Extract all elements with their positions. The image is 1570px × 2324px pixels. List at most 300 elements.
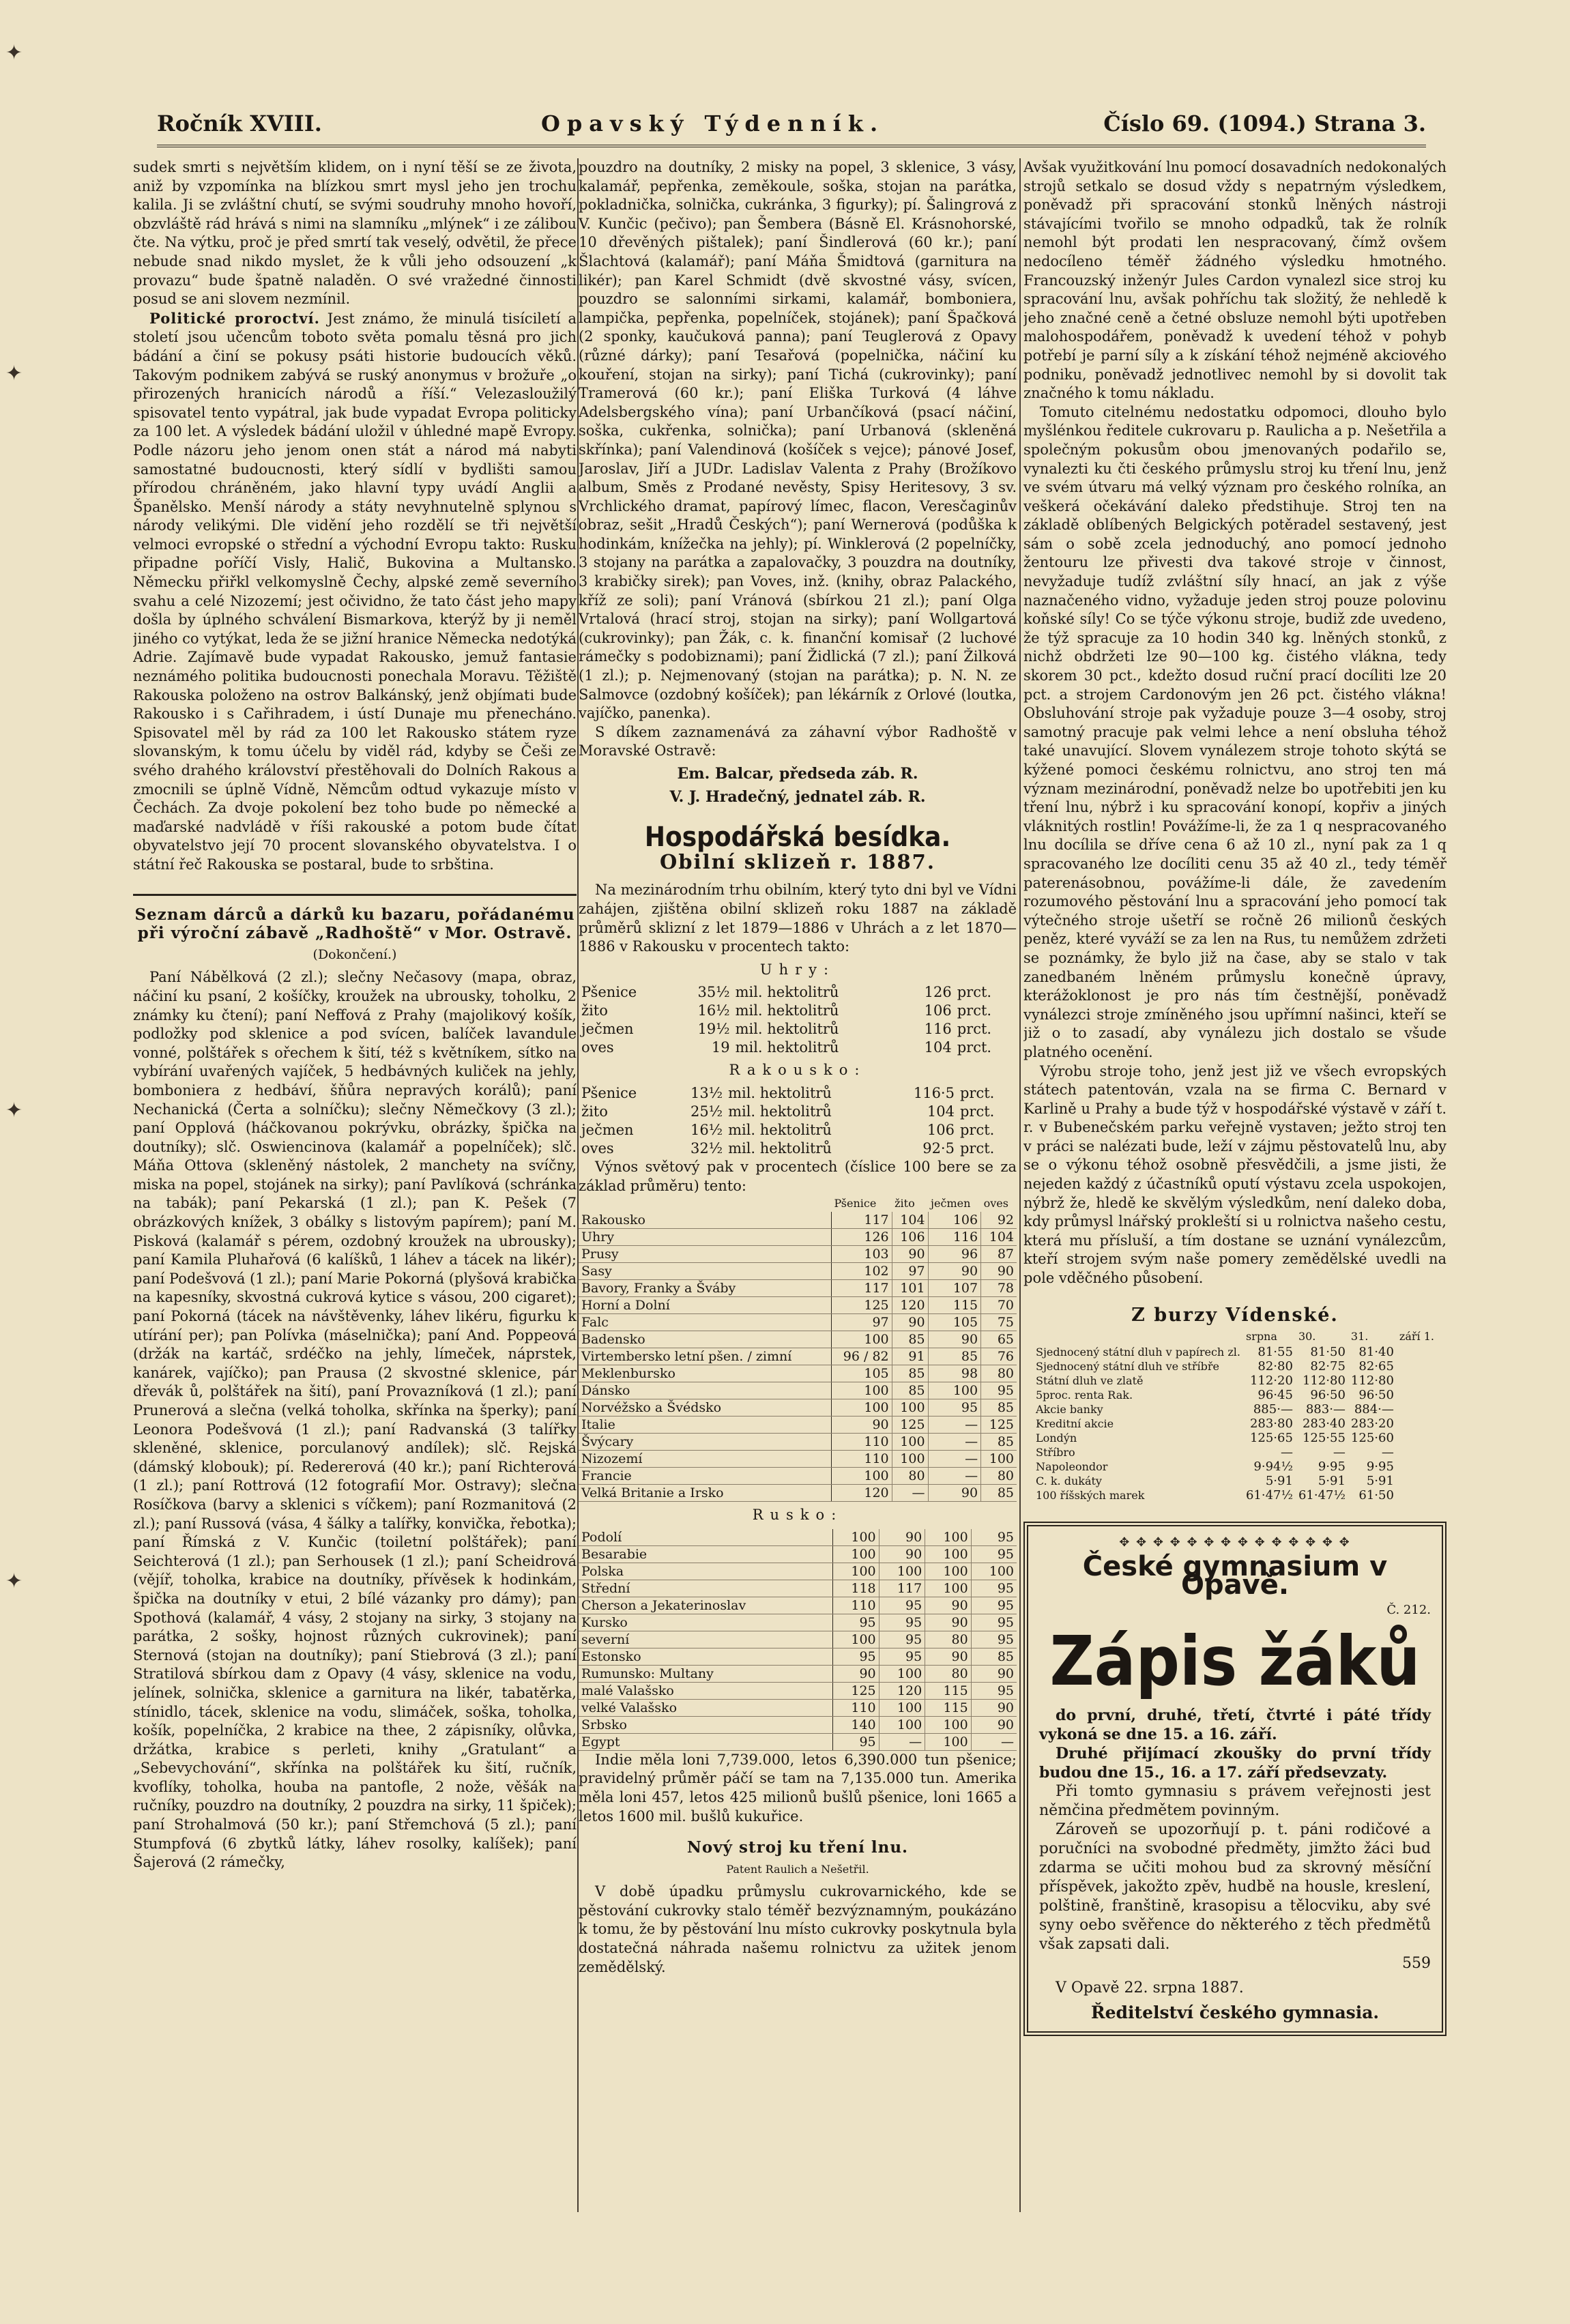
table-row [1033, 1402, 1437, 1417]
row-label: Prusy [579, 1246, 831, 1263]
table-cell: 97 [831, 1314, 892, 1331]
table-row [1033, 1388, 1437, 1402]
thanks-note: S díkem zaznamenává za záhavní výbor Radhoště v Moravské Ostravě: [579, 723, 1017, 759]
table-cell: 100 [925, 1545, 972, 1563]
harvest-table-hungary [579, 983, 1017, 1057]
percent: 106 [924, 1002, 952, 1019]
table-row [579, 1139, 1017, 1158]
row-label: Rakousko [579, 1212, 831, 1229]
table-cell: 105 [928, 1314, 981, 1331]
table-cell: 107 [928, 1280, 981, 1297]
crop-name: žito [581, 1103, 608, 1120]
table-cell: 283·20 [1350, 1417, 1394, 1432]
table-cell: 95 [879, 1648, 925, 1665]
table-row [579, 1545, 1017, 1563]
table-row [1033, 1459, 1437, 1474]
table-cell: 5·91 [1265, 1474, 1293, 1489]
table-cell: 104 [892, 1212, 928, 1229]
table-row [579, 1365, 1017, 1382]
table-cell: 90 [925, 1648, 972, 1665]
ad-signature: Ředitelství českého gymnasia. [1090, 2002, 1380, 2022]
table-cell: 100 [925, 1529, 972, 1546]
table-cell: 125·60 [1350, 1431, 1394, 1446]
table-cell: 90 [879, 1545, 925, 1563]
table-row [579, 1229, 1017, 1246]
table-cell: 81·50 [1310, 1345, 1346, 1360]
flax-machine-paragraph-3: Výrobu stroje toho, jenž jest již ve všech evropských státech patentován, vzala na se firma C. Bernard v Karlině u Prahy a bude týž v hospodářské výstavě v září t. r. v Bubenečském parku veřejně vystaven; ježto stroj ten v práci se nalézati bude, leží v zájmu pěstovatelů lnu, aby se o výkonu téhož osobně přesvědčili, a jsme jisti, že nejeden každý z účastníků oputí výstavu zcela uspokojen, nýbrž že, hledě ke skvělým výsledkům, není daleko doba, kdy průmysl lnářský prokleští si u rolnictva našeho cestu, která mu přísluší, a tím dostane se uznání vynálezcům, kteří strojem svým naše pomery zemědělské uvedli na pole vděčného působení. [1023, 1062, 1447, 1287]
article-title-flax-machine: Nový stroj ku tření lnu. [686, 1838, 909, 1857]
table-cell: 91 [892, 1348, 928, 1365]
table-cell: 104 [981, 1229, 1017, 1246]
ad-optional-subjects: Zároveň se upozorňují p. t. páni rodičové a poručníci na svobodné předměty, jimžto žáci bud zdarma se učiti mohou bud za skrovný měsíční příspěvek, jakožto zpěv, hudbě na housle, kreslení, polštině, franštině, krasopisu a tělocviku, aby své syny oebo svěřence do některého z těch předmětů však zapsati dali. [1039, 1820, 1431, 1953]
unit: mil. hektolitrů [735, 984, 839, 1001]
row-label: velké Valašsko [579, 1699, 833, 1716]
table-cell: 110 [833, 1699, 880, 1716]
issue-page-label: Číslo 69. (1094.) Strana 3. [1103, 111, 1426, 136]
table-cell: 100 [925, 1733, 972, 1750]
table-cell: 85 [892, 1331, 928, 1348]
row-label: Polska [579, 1563, 833, 1580]
ad-german-note: Při tomto gymnasiu s právem veřejnosti jest němčina předmětem povinným. [1039, 1782, 1431, 1819]
table-row [579, 1451, 1017, 1468]
table-cell: 125 [981, 1417, 1017, 1434]
column-header: žito [895, 1197, 915, 1210]
ornament-border: ✥ ✥ ✥ ✥ ✥ ✥ ✥ ✥ ✥ ✥ ✥ ✥ ✥ ✥ [1119, 1535, 1351, 1550]
table-cell: 125·55 [1302, 1431, 1346, 1446]
table-cell: 90 [892, 1246, 928, 1263]
table-cell: 100 [925, 1580, 972, 1597]
table-cell: 140 [833, 1716, 880, 1733]
ad-exams: Druhé přijímací zkoušky do první třídy budou dne 15., 16. a 17. září předsevzaty. [1039, 1744, 1431, 1782]
row-label: Státní dluh ve zlatě [1035, 1374, 1144, 1388]
row-label: Francie [579, 1468, 831, 1485]
table-row [579, 1529, 1017, 1546]
table-cell: 87 [981, 1246, 1017, 1263]
table-heading-hungary: Uhry: [759, 961, 836, 978]
table-cell: 90 [892, 1314, 928, 1331]
column-2 [579, 158, 1017, 2212]
table-cell: 98 [928, 1365, 981, 1382]
row-label: Srbsko [579, 1716, 833, 1733]
world-yield-intro: Výnos světový pak v procentech (číslice 100 bere se za základ průměru) tento: [579, 1158, 1017, 1194]
table-cell: 102 [831, 1263, 892, 1280]
table-cell: 125 [892, 1417, 928, 1434]
table-row [579, 1297, 1017, 1314]
table-cell: 112·80 [1350, 1374, 1394, 1389]
donors-list-subtitle: (Dokončení.) [312, 946, 397, 962]
section-title-agriculture: Hospodářská besídka. [644, 822, 951, 854]
table-row [579, 1314, 1017, 1331]
row-label: Podolí [579, 1529, 833, 1546]
row-label: Virtembersko letní pšen. / zimní [579, 1348, 831, 1365]
article-continuation: sudek smrti s největším klidem, on i nyní těší se ze života, aniž by vzpomínka na blízkou smrt mysl jeho jen trochu kalila. Ji se zvláštní chutí, se svými soudruhy mnoho hovoří, obzvláště rád hrává s nimi na slamníku „mlýnek“ i ze zálibou čte. Na výtku, proč je před smrtí tak veselý, odvětil, že přece nebude snad nikdo myslet, že k vůli jeho odsouzení „k provazu“ bude špatně naladěn. O své vražedné činnosti posud se ani slovem nezmínil. [133, 159, 577, 308]
table-cell: 125 [831, 1297, 892, 1314]
column-header: srpna [1245, 1330, 1277, 1343]
table-cell: 5·91 [1366, 1474, 1394, 1489]
row-label: Londýn [1035, 1432, 1077, 1445]
signature-chairman: Em. Balcar, předseda záb. R. [677, 765, 918, 783]
row-label: Velká Britanie a Irsko [579, 1485, 831, 1502]
table-cell: 100 [879, 1665, 925, 1682]
table-cell: — [928, 1451, 981, 1468]
table-cell: 120 [892, 1297, 928, 1314]
table-row [579, 1563, 1017, 1580]
table-cell: 100 [925, 1716, 972, 1733]
table-cell: 70 [981, 1297, 1017, 1314]
row-label: Horní a Dolní [579, 1297, 831, 1314]
table-cell: 115 [925, 1682, 972, 1699]
table-cell: 95 [971, 1580, 1017, 1597]
table-cell: 97 [892, 1263, 928, 1280]
table-cell: 117 [831, 1280, 892, 1297]
volume-label: Ročník XVIII. [157, 111, 322, 136]
quantity: 19½ [697, 1021, 730, 1038]
table-cell: 80 [925, 1631, 972, 1648]
table-cell: 90 [971, 1699, 1017, 1716]
column-1 [133, 158, 577, 2212]
row-label: Stříbro [1035, 1446, 1075, 1459]
article-heading: Politické proroctví. [149, 309, 320, 327]
table-cell: 90 [928, 1331, 981, 1348]
article-title-harvest: Obilní sklizeň r. 1887. [660, 849, 935, 873]
table-row [1033, 1445, 1437, 1459]
table-cell: 85 [928, 1348, 981, 1365]
stock-exchange-table [1033, 1328, 1437, 1502]
harvest-table-austria [579, 1084, 1017, 1158]
table-cell: 100 [892, 1451, 928, 1468]
ad-headline: Zápis žáků [1049, 1621, 1421, 1701]
ad-ref-number: 559 [1402, 1954, 1431, 1972]
table-cell: 117 [831, 1212, 892, 1229]
article-subtitle-patent: Patent Raulich a Nešetřil. [726, 1862, 869, 1876]
table-cell: 78 [981, 1280, 1017, 1297]
percent-unit: prct. [959, 1121, 995, 1138]
table-row [579, 1648, 1017, 1665]
row-label: Kursko [579, 1614, 833, 1631]
gymnasium-advertisement [1023, 1522, 1447, 2036]
donors-list-body: Paní Nábělková (2 zl.); slečny Nečasovy (mapa, obraz, náčiní ku psaní, 2 košíčky, kroužek na ubrousky, toholku, 2 známky ku čtení); paní Neffová z Prahy (majolikový košík, podložky pod sklenice a pod svícen, balíček lavandule vonné, polštářek s ořechem k šití, též s květníkem, sítko na vybírání uvařených vajíček, 5 hedbávných kuliček na jehly, bomboniera z hedbáví, šňůra nepravých korálů); paní Nechanická (Čerta a solníčku); slečny Němečkovy (3 zl.); paní Opplová (háčkovanou pokrývku, obrázky, špička na doutníky); slč. Oswiencinova (kalamář a popelníček); slč. Máňa Ottova (skleněný nástolek, 2 manchety na svíčny, miska na popel, stojánek na sirky); paní Pavlíková (schránka na tabák); paní Pekarská (1 zl.); pan K. Pešek (7 obrázkových knížek, 3 obálky s listovým papírem); paní M. Pisková (kalamář s pérem, ozdobný kroužek na ubrousky); paní Kamila Pluhařová (6 kalíšků, 1 láhev a tácek na likér); paní Podešvová (1 zl.); paní Marie Pokorná (plyšová krabička na kapesníky, skvostná cukrová kytice s vásou, 200 cigaret); paní Pokorná (tácek na návštěvenky, láhev likéru, figurku k utírání per); pan Polívka (máselnička); paní And. Poppeová (držák na kartáč, srdéčko na jehly, límeček, náprstek, kanárek, vajíčko); pan Prausa (2 skvostné sklenice, pár dřevák ů, polštářek na šití), paní Provazníková (1 zl.); paní Prunerová a slečna (velká toholka, skřínka na šperky); paní Leonora Podešvová (1 zl.); paní Radvanská (3 talířky skleněné, sklenice, porculanový andílek); slč. Rejská (dámský klobouk); pí. Redererová (40 kr.); paní Richterová (1 zl.); paní Rottrová (12 fotografií Mor. Ostravy); slečna Rosíčkova (barvy a sklenici s víčkem); paní Rozmanitová (2 zl.); paní Russová (vása, 4 šálky a talířky, konvička, řebotka); paní Římská z V. Kunčic (toiletní polštářek); paní Seichterová (1 zl.); pan Serhousek (1 zl.); paní Scheidrová (vějíř, toholka, krabice na doutníky, přívěsek k hodinkám, špička na doutníky v etui, 2 bílé vázanky pro dámy); pan Spothová (kalamář, 4 vásy, 2 stojany na sirky, 3 stojany na parátka, 2 sošky, hojnost různých cukrovinek); paní Sternová (stojan na doutníky); paní Stiebrová (3 zl.); paní Stratilová sbírkou dam z Opavy (4 vásy, sklenice na vodu, jelínek, solnička, sklenice a garnitura na likér, tabatěrka, stínidlo, tácek, sklenice na vodu, slimáček, soška, toholka, košík, popelníčka, 2 krabice na thee, 2 zápisníky, olůvka, držátka, krabice s perleti, knihy „Gratulant“ a „Sebevychování“, skřínka na polštářek ku šití, ručník, kvoflíky, toholka, houba na pantofle, 2 nože, věšák na ručníky, pouzdro na doutníky, 2 pouzdra na sirky, 11 špiček); paní Strohalmová (50 kr.); paní Střemchová (5 zl.); paní Stumpfová (6 zbytků látky, láhev rosolky, kalíšek); paní Šajerová (2 rámečky, [133, 969, 577, 1871]
table-cell: 95 [879, 1614, 925, 1631]
crop-name: Pšenice [581, 984, 637, 1001]
table-cell: 100 [981, 1451, 1017, 1468]
row-label: Bavory, Franky a Šváby [579, 1280, 831, 1297]
table-cell: 100 [892, 1399, 928, 1417]
unit: mil. hektolitrů [735, 1002, 839, 1019]
table-cell: 110 [831, 1434, 892, 1451]
newspaper-title: Opavský Týdenník. [540, 111, 885, 136]
table-cell: 100 [879, 1699, 925, 1716]
column-header: Pšenice [834, 1197, 877, 1210]
table-cell: 85 [971, 1648, 1017, 1665]
table-cell: 95 [879, 1631, 925, 1648]
table-cell: 120 [831, 1485, 892, 1502]
row-label: Sasy [579, 1263, 831, 1280]
table-cell: 103 [831, 1246, 892, 1263]
ad-date: V Opavě 22. srpna 1887. [1056, 1979, 1244, 1996]
table-cell: 95 [833, 1648, 880, 1665]
table-row [579, 1103, 1017, 1121]
table-row [579, 1417, 1017, 1434]
table-cell: 95 [971, 1682, 1017, 1699]
table-cell: 80 [981, 1468, 1017, 1485]
ad-number: Č. 212. [1386, 1603, 1431, 1617]
table-row [579, 1665, 1017, 1682]
percent: 126 [924, 984, 952, 1001]
table-cell: 100 [833, 1563, 880, 1580]
crop-name: ječmen [581, 1021, 634, 1038]
flax-machine-paragraph-2: Tomuto citelnému nedostatku odpomoci, dlouho bylo myšlénkou ředitele cukrovaru p. Raulicha a p. Nešetřila a společným pokusům obou jmenovaných podařilo se, vynalezti ku čti českého průmyslu stroj ku tření lnu, jenž ve svém útvaru má velký význam pro českého rolníka, an veškerá očekávání daleko předstihuje. Stroj ten na základě oblíbených Belgických potěradel sestavený, jest sám o sobě zcela jednoduchý, ano pomocí jednoho žentouru lze přivesti dva takové stroje v činnost, nevyžaduje tudíž zvláštní síly hnací, an jak z výše naznačeného vidno, vyžaduje jeden stroj pouze polovinu koňské síly! Co se týče výkonu stroje, budiž zde uvedeno, že týž spracuje za 10 hodin 340 kg. lněných stonků, z nichž obdržeti lze 90—100 kg. čistého vlákna, tedy skorem 30 pct., kdežto dosud ruční prací docíliti lze 20 pct. a strojem Cardonovým jen 26 pct. čistého vlákna! Obsluhování stroje pak vyžaduje pouze 3—4 osoby, stroj samotný pracuje pak velmi lehce a není obsluha téhož také unavující. Slovem vynálezem stroje tohoto skýtá se kýžené pomoci českému rolnictvu, ano stroj ten má význam mezinárodní, poněvadž nelze bo upotřebiti jen ku tření lnu, nýbrž i ku spracování konopí, kopřiv a jiných vláknitých rostlin! Povážíme-li, že za 1 q nespracovaného lnu docílila se dříve cena 6 až 10 zl., nyní pak za 1 q spracovaného lze docíliti cenu 35 až 40 zl., tedy téměř paterenásobnou, povážíme-li dále, že zavedením rozumového pěstování lnu a spracování jeho pomocí tak výtečného stroje ušetří se ročně 26 milionů českých peněz, které vyváží se za len na Rus, tu nemůžem zdržeti se poznámky, že bylo již na čase, aby se stalo v tak zanedbaném lněném průmyslu konečně úpravy, kterážoklonost je pro nás tím čestnější, poněvadž vynálezci stroje zmíněného jsou upřímní našinci, kteří se již o to zasadí, aby vynálezu jich dostalo se všude platného ocenění. [1023, 403, 1447, 1060]
india-america-note: Indie měla loni 7,739.000, letos 6,390.000 tun pšenice; pravidelný průměr páčí se tam na 7,135.000 tun. Amerika měla loni 457, letos 425 milionů bušlů pšenice, loni 1665 a letos 1600 mil. bušlů kukuřice. [579, 1751, 1017, 1825]
row-label: malé Valašsko [579, 1682, 833, 1699]
binding-mark-icon: ✦ [5, 1569, 23, 1593]
percent-unit: prct. [959, 1103, 995, 1120]
table-cell: 90 [971, 1716, 1017, 1733]
table-row [579, 1038, 1017, 1057]
table-row [579, 1331, 1017, 1348]
table-row [579, 1434, 1017, 1451]
table-cell: 85 [892, 1365, 928, 1382]
table-cell: 101 [892, 1280, 928, 1297]
table-cell: 90 [971, 1665, 1017, 1682]
row-label: Rumunsko: Multany [579, 1665, 833, 1682]
table-cell: 100 [831, 1399, 892, 1417]
table-row [579, 1382, 1017, 1399]
table-cell: 90 [925, 1597, 972, 1614]
quantity: 35½ [697, 984, 730, 1001]
percent-unit: prct. [957, 1039, 992, 1056]
table-row [1033, 1345, 1437, 1359]
crop-name: ječmen [581, 1121, 634, 1138]
table-cell: 95 [833, 1733, 880, 1750]
table-cell: 76 [981, 1348, 1017, 1365]
table-row [579, 1580, 1017, 1597]
percent-unit: prct. [957, 1002, 992, 1019]
row-label: Sjednocený státní dluh v papírech zl. [1035, 1346, 1240, 1359]
table-cell: 80 [925, 1665, 972, 1682]
row-label: Uhry [579, 1229, 831, 1246]
table-heading-austria: Rakousko: [729, 1062, 867, 1079]
table-row [579, 1084, 1017, 1103]
table-cell: 9·95 [1366, 1459, 1394, 1475]
table-row [579, 1733, 1017, 1750]
table-cell: 115 [928, 1297, 981, 1314]
table-cell: 884·— [1354, 1402, 1394, 1417]
table-cell: 283·40 [1302, 1417, 1346, 1432]
percent-unit: prct. [957, 1021, 992, 1038]
table-row [1033, 1488, 1437, 1502]
table-cell: — [928, 1417, 981, 1434]
table-cell: 95 [971, 1631, 1017, 1648]
table-row [579, 1246, 1017, 1263]
table-cell: 92 [981, 1212, 1017, 1229]
table-cell: 90 [925, 1614, 972, 1631]
column-header: ječmen [931, 1197, 971, 1210]
row-label: Badensko [579, 1331, 831, 1348]
table-cell: 120 [879, 1682, 925, 1699]
table-cell: 126 [831, 1229, 892, 1246]
donors-list-title: Seznam dárců a dárků ku bazaru, pořádanému při výroční zábavě „Radhoště“ v Mor. Ostravě. [134, 905, 575, 943]
table-row [579, 983, 1017, 1002]
row-label: Estonsko [579, 1648, 833, 1665]
table-cell: 105 [831, 1365, 892, 1382]
quantity: 13½ [690, 1084, 723, 1101]
table-cell: — [1333, 1445, 1346, 1460]
table-cell: 118 [833, 1580, 880, 1597]
table-row [579, 1468, 1017, 1485]
percent: 116 [924, 1021, 952, 1038]
table-row [1033, 1431, 1437, 1445]
table-cell: 116 [928, 1229, 981, 1246]
table-cell: 65 [981, 1331, 1017, 1348]
table-row [579, 1597, 1017, 1614]
harvest-intro: Na mezinárodním trhu obilním, který tyto dni byl ve Vídni zahájen, zjištěna obilní sklizeň roku 1887 na základě průměrů sklizní z let 1879—1886 v Uhrách a z let 1870—1886 v Rakousku v procentech takto: [579, 882, 1017, 955]
table-cell: 96·45 [1258, 1388, 1293, 1403]
table-cell: 883·— [1305, 1402, 1346, 1417]
crop-name: oves [581, 1039, 614, 1056]
table-cell: 110 [831, 1451, 892, 1468]
quantity: 16½ [690, 1121, 723, 1138]
row-label: Falc [579, 1314, 831, 1331]
table-cell: 95 [879, 1597, 925, 1614]
flax-machine-continuation: Avšak využitkování lnu pomocí dosavadních nedokonalých strojů setkalo se dosud vždy s nepatrným výsledkem, poněvadž při spracování stonků lněných nástroji stávajícími tvořilo se mnoho odpadků, tak že rolník nemohl být prodati len nespracovaný, čímž ovšem nedocíleno téměř žádného výsledku hmotného. Francouzský inženýr Jules Cardon vynalezl sice stroj ku spracování lnu, avšak pohříchu tak složitý, že nehledě k jeho značné ceně a četné obsluze nemohl býti upotřeben malohospodářem, poněvadž k uvedení téhož v pohyb potřebí je parní síly a k získání téhož nejméně akciového podniku, poněvadž jednotlivec nemohl by si dovolit tak značného k tomu nákladu. [1023, 159, 1447, 402]
row-label: Italie [579, 1417, 831, 1434]
crop-name: oves [581, 1139, 614, 1157]
table-cell: 885·— [1253, 1402, 1293, 1417]
percent: 104 [924, 1039, 952, 1056]
table-cell: 61·50 [1358, 1488, 1394, 1503]
table-cell: 95 [833, 1614, 880, 1631]
quantity: 19 [711, 1039, 730, 1056]
article-political-prophecy [133, 309, 577, 875]
table-cell: — [879, 1733, 925, 1750]
table-cell: 115 [925, 1699, 972, 1716]
row-label: Sjednocený státní dluh ve stříbře [1035, 1360, 1219, 1374]
table-cell: — [928, 1434, 981, 1451]
table-cell: 85 [981, 1399, 1017, 1417]
table-row [579, 1614, 1017, 1631]
table-row [579, 1212, 1017, 1229]
column-header: 31. [1350, 1330, 1369, 1343]
percent: 92·5 [922, 1139, 955, 1157]
unit: mil. hektolitrů [728, 1084, 832, 1101]
percent-unit: prct. [959, 1084, 995, 1101]
table-cell: 82·80 [1258, 1359, 1293, 1374]
table-cell: 5·91 [1318, 1474, 1346, 1489]
table-cell: 95 [971, 1614, 1017, 1631]
table-row [1033, 1374, 1437, 1388]
table-cell: 90 [928, 1485, 981, 1502]
row-label: Dánsko [579, 1382, 831, 1399]
column-3 [1023, 158, 1447, 2212]
table-row [579, 1121, 1017, 1139]
binding-mark-icon: ✦ [5, 41, 23, 65]
table-cell: 82·65 [1358, 1359, 1394, 1374]
table-row [579, 1716, 1017, 1733]
donors-list-continuation: pouzdro na doutníky, 2 misky na popel, 3 sklenice, 3 vásy, kalamář, pepřenka, zeměkoule, soška, stojan na parátka, pokladnička, solnička, cukránka, 3 figurky); pí. Šalingrová z V. Kunčic (pečivo); pan Šembera (Básně El. Krásnohorské, 10 dřevěných pištalek); paní Šindlerová (60 kr.); paní Šlachtová (kalamář); paní Máňa Šmidtová (garnitura na likér); pan Karel Schmidt (dvě skvostné vásy, svícen, pouzdro se salonními sirkami, kalamář, bomboniera, lampička, pepřenka, popelníček, stojánek); paní Špačková (2 sponky, kaučuková panna); paní Teuglerová z Opavy (různé dárky); paní Tesařová (popelnička, náčiní ku kouření, stojan na sirky); paní Tichá (cukrovinky); paní Tramerová (60 kr.); paní Eliška Turková (4 láhve Adelsbergského vína); paní Urbančíková (psací náčiní, soška, cukřenka, solnička); paní Urbanová (skleněná skřínka); paní Valendinová (košíček s vejce); pánové Josef, Jaroslav, Jiří a JUDr. Ladislav Valenta z Prahy (Brožíkovo album, Směs z Prodané nevěsty, Spisy Heritesovy, 3 sv. Vrchlického dramat, papírový límec, flacon, Veresčaginův obraz, sešit „Hradů Českých“); paní Wernerová (podůška k hodinkám, knížečka na jehly); pí. Winklerová (2 popelníčky, 3 stojany na parátka a zapalovačky, 3 pouzdra na doutníky, 3 krabičky sirek); pan Voves, inž. (knihy, obraz Palackého, kříž ze soli); paní Vránová (sbírkou 21 zl.); paní Olga Vrtalová (hrací stroj, stojan na sirky); paní Wollgartová (cukrovinky); pan Žák, c. k. finanční komisař (2 luchové rámečky s podobiznami); paní Židlická (7 zl.); paní Žilková (1 zl.); p. Nejmenovaný (stojan na parátka); p. N. N. ze Salmovce (ozdobný košíček); pan lékárník z Orlové (loutka, vajíčko, panenka). [579, 159, 1017, 722]
unit: mil. hektolitrů [735, 1021, 839, 1038]
column-header: 30. [1298, 1330, 1316, 1343]
row-label: Kreditní akcie [1035, 1417, 1114, 1431]
percent: 104 [927, 1103, 955, 1120]
ad-title: České gymnasium v Opavě. [1082, 1550, 1388, 1601]
table-row [1033, 1359, 1437, 1374]
page-header [157, 102, 1426, 147]
table-cell: 100 [833, 1545, 880, 1563]
binding-mark-icon: ✦ [5, 1099, 23, 1122]
table-cell: 100 [831, 1382, 892, 1399]
crop-name: Pšenice [581, 1084, 637, 1101]
column-header: září 1. [1399, 1330, 1434, 1343]
column-header [579, 1195, 831, 1212]
table-cell: 9·94½ [1253, 1459, 1293, 1475]
table-cell: 81·55 [1258, 1345, 1293, 1360]
table-cell: 106 [928, 1212, 981, 1229]
row-label: Akcie banky [1035, 1403, 1103, 1417]
crop-name: žito [581, 1002, 608, 1019]
binding-mark-icon: ✦ [5, 362, 23, 386]
column-header [1033, 1328, 1243, 1345]
unit: mil. hektolitrů [728, 1139, 832, 1157]
quantity: 16½ [697, 1002, 730, 1019]
column-header: oves [983, 1197, 1008, 1210]
table-cell: 9·95 [1318, 1459, 1346, 1475]
table-row [1033, 1417, 1437, 1431]
table-cell: 75 [981, 1314, 1017, 1331]
quantity: 25½ [690, 1103, 723, 1120]
table-cell: 80 [892, 1468, 928, 1485]
quantity: 32½ [690, 1139, 723, 1157]
table-cell: 61·47½ [1298, 1488, 1346, 1503]
table-row [579, 1020, 1017, 1038]
table-row [579, 1631, 1017, 1648]
table-cell: 90 [928, 1263, 981, 1280]
signature-secretary: V. J. Hradečný, jednatel záb. R. [669, 787, 926, 806]
table-cell: 80 [981, 1365, 1017, 1382]
flax-machine-body: V době úpadku průmyslu cukrovarnického, kde se pěstování cukrovky stalo téměř bezvýznamným, poukázáno k tomu, že by pěstování lnu místo cukrovky poskytnula byla dostatečná náhrada našemu rolnictvu za užitek jenom zemědělský. [579, 1883, 1017, 1975]
table-cell: 95 [928, 1399, 981, 1417]
section-divider [133, 894, 577, 896]
percent-unit: prct. [957, 984, 992, 1001]
table-row [579, 1263, 1017, 1280]
unit: mil. hektolitrů [735, 1039, 839, 1056]
table-cell: 95 [981, 1382, 1017, 1399]
row-label: severní [579, 1631, 833, 1648]
row-label: Střední [579, 1580, 833, 1597]
table-cell: 100 [833, 1631, 880, 1648]
row-label: Napoleondor [1035, 1460, 1108, 1474]
table-cell: 112·80 [1302, 1374, 1346, 1389]
table-cell: 61·47½ [1245, 1488, 1293, 1503]
table-heading-russia: Rusko: [752, 1507, 843, 1524]
table-cell: 96 / 82 [831, 1348, 892, 1365]
table-cell: 96·50 [1358, 1388, 1394, 1403]
table-cell: 100 [971, 1563, 1017, 1580]
table-cell: 125 [833, 1682, 880, 1699]
table-cell: — [892, 1485, 928, 1502]
ad-enrollment: do první, druhé, třetí, čtvrté i páté třídy vykoná se dne 15. a 16. září. [1039, 1706, 1431, 1743]
world-yield-table-russia [579, 1529, 1017, 1751]
row-label: Švýcary [579, 1434, 831, 1451]
table-row [579, 1280, 1017, 1297]
table-cell: — [1381, 1445, 1394, 1460]
table-cell: 90 [833, 1665, 880, 1682]
table-row [579, 1348, 1017, 1365]
table-cell: 90 [981, 1263, 1017, 1280]
row-label: Meklenbursko [579, 1365, 831, 1382]
table-cell: 117 [879, 1580, 925, 1597]
row-label: 100 říšských marek [1035, 1489, 1145, 1502]
table-cell: — [971, 1733, 1017, 1750]
